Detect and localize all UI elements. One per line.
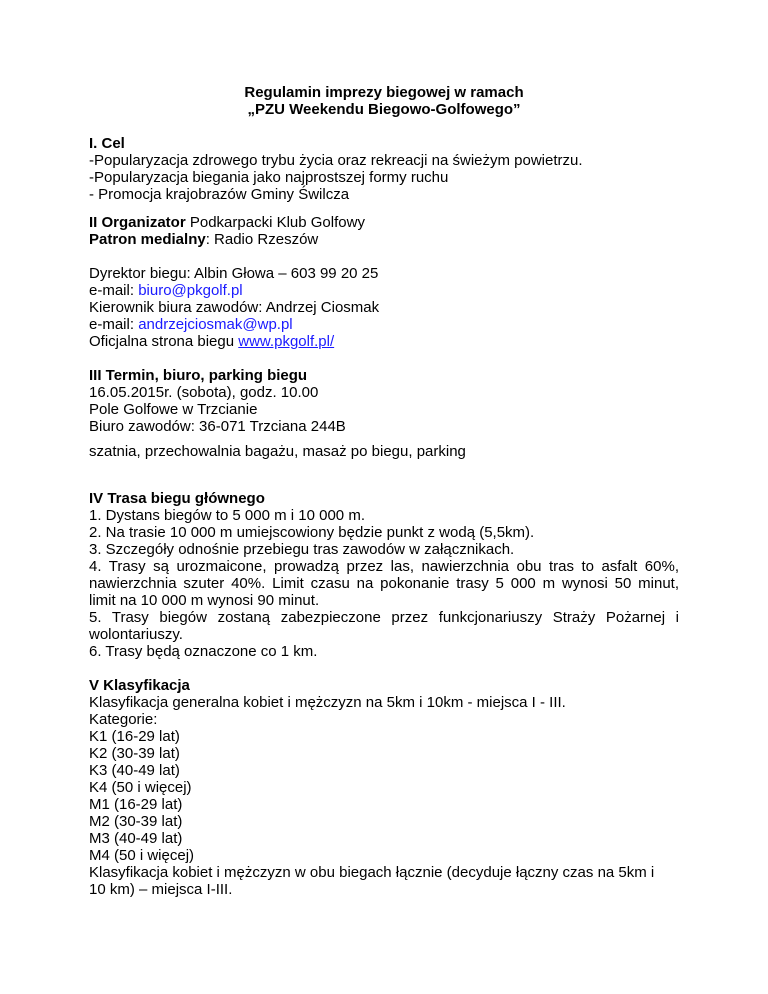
- section-heading-cel: I. Cel: [89, 135, 125, 152]
- trasa-line-3: 3. Szczegóły odnośnie przebiegu tras zawodów w załącznikach.: [89, 541, 515, 558]
- organizer-value: Podkarpacki Klub Golfowy: [185, 214, 365, 231]
- category-k2: K2 (30-39 lat): [89, 745, 180, 762]
- organizer-label: II Organizator: [89, 214, 186, 231]
- klasyfikacja-line-2: Kategorie:: [89, 711, 158, 728]
- section-heading-trasa: IV Trasa biegu głównego: [89, 490, 265, 507]
- category-m2: M2 (30-39 lat): [89, 813, 183, 830]
- organizer-line: [89, 214, 689, 231]
- category-m4: M4 (50 i więcej): [89, 847, 195, 864]
- trasa-line-9: 6. Trasy będą oznaczone co 1 km.: [89, 643, 318, 660]
- category-k1: K1 (16-29 lat): [89, 728, 180, 745]
- official-site-link[interactable]: www.pkgolf.pl/: [238, 333, 335, 350]
- klasyfikacja-line-1: Klasyfikacja generalna kobiet i mężczyzn na 5km i 10km - miejsca I - III.: [89, 694, 566, 711]
- termin-line-1: 16.05.2015r. (sobota), godz. 10.00: [89, 384, 319, 401]
- section-heading-termin: III Termin, biuro, parking biegu: [89, 367, 308, 384]
- trasa-line-6: limit na 10 000 m wynosi 90 minut.: [89, 592, 320, 609]
- termin-line-3: Biuro zawodów: 36-071 Trzciana 244B: [89, 418, 346, 435]
- official-site-label: Oficjalna strona biegu: [89, 333, 239, 350]
- amenities-line: szatnia, przechowalnia bagażu, masaż po biegu, parking: [89, 443, 466, 460]
- trasa-line-1: 1. Dystans biegów to 5 000 m i 10 000 m.: [89, 507, 365, 524]
- document-title-line-1: Regulamin imprezy biegowej w ramach: [244, 84, 524, 101]
- trasa-line-4: 4. Trasy są urozmaicone, prowadzą przez las, nawierzchnia obu tras to asfalt 60%,: [89, 558, 679, 575]
- section-heading-klasyfikacja: V Klasyfikacja: [89, 677, 190, 694]
- category-m3: M3 (40-49 lat): [89, 830, 183, 847]
- email-label-1: e-mail:: [89, 282, 139, 299]
- trasa-line-8: wolontariuszy.: [89, 626, 183, 643]
- cel-line-3: - Promocja krajobrazów Gminy Świlcza: [89, 186, 350, 203]
- email-line-2: [89, 316, 689, 333]
- office-manager: Kierownik biura zawodów: Andrzej Ciosmak: [89, 299, 380, 316]
- klasyfikacja-line-12: Klasyfikacja kobiet i mężczyzn w obu biegach łącznie (decyduje łączny czas na 5km i: [89, 864, 655, 881]
- official-site-line: [89, 333, 689, 350]
- race-director: Dyrektor biegu: Albin Głowa – 603 99 20 25: [89, 265, 379, 282]
- media-patron-label: Patron medialny: [89, 231, 206, 248]
- category-k3: K3 (40-49 lat): [89, 762, 180, 779]
- email-label-2: e-mail:: [89, 316, 139, 333]
- termin-line-2: Pole Golfowe w Trzcianie: [89, 401, 258, 418]
- cel-line-2: -Popularyzacja biegania jako najprostszej formy ruchu: [89, 169, 449, 186]
- email-line-1: [89, 282, 689, 299]
- cel-line-1: -Popularyzacja zdrowego trybu życia oraz rekreacji na świeżym powietrzu.: [89, 152, 583, 169]
- trasa-line-5: nawierzchnia szuter 40%. Limit czasu na pokonanie trasy 5 000 m wynosi 50 minut,: [89, 575, 679, 592]
- email-link-1[interactable]: biuro@pkgolf.pl: [138, 282, 243, 299]
- media-patron-value: : Radio Rzeszów: [205, 231, 319, 248]
- media-patron-line: [89, 231, 689, 248]
- category-k4: K4 (50 i więcej): [89, 779, 192, 796]
- trasa-line-2: 2. Na trasie 10 000 m umiejscowiony będzie punkt z wodą (5,5km).: [89, 524, 535, 541]
- category-m1: M1 (16-29 lat): [89, 796, 183, 813]
- email-link-2[interactable]: andrzejciosmak@wp.pl: [138, 316, 293, 333]
- document-title-line-2: „PZU Weekendu Biegowo-Golfowego”: [247, 101, 521, 118]
- klasyfikacja-line-13: 10 km) – miejsca I-III.: [89, 881, 233, 898]
- trasa-line-7: 5. Trasy biegów zostaną zabezpieczone przez funkcjonariuszy Straży Pożarnej i: [89, 609, 679, 626]
